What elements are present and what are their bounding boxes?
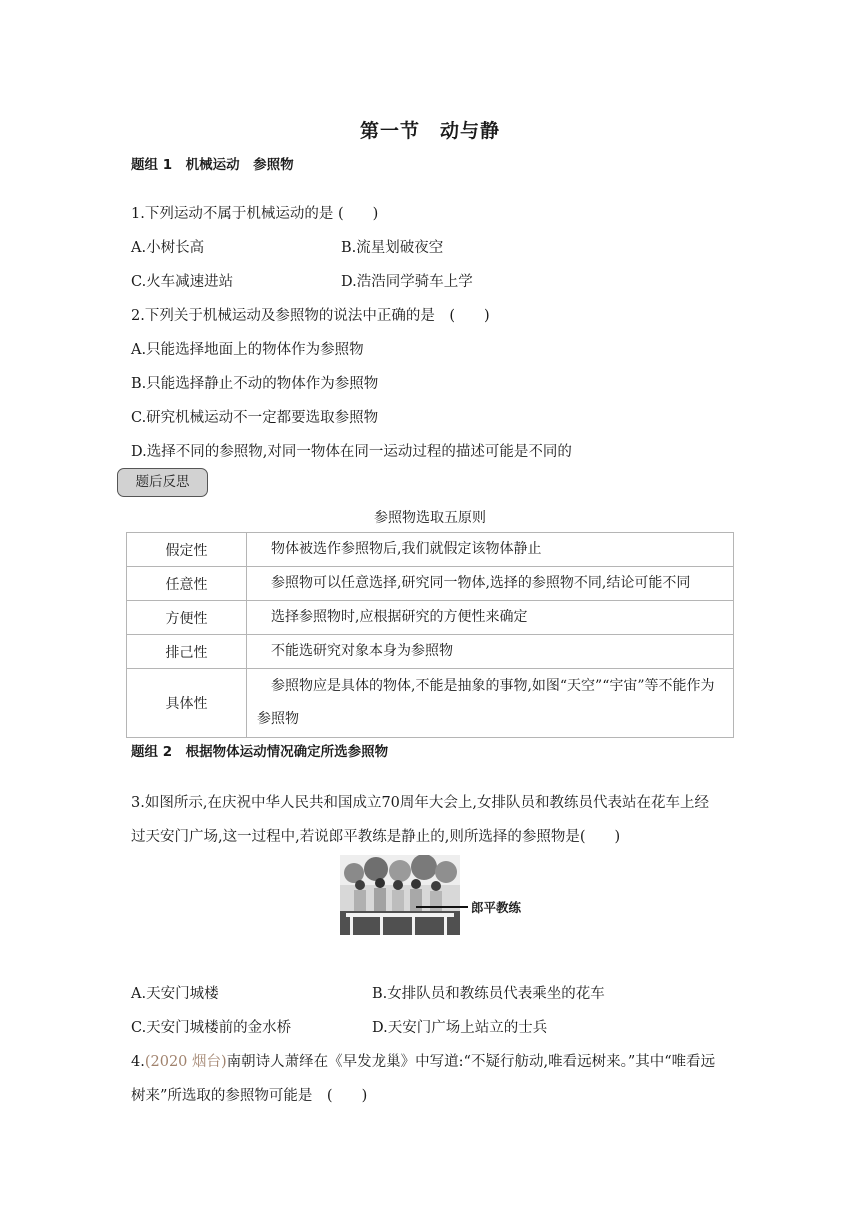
parade-float-photo	[340, 855, 460, 935]
table-row	[127, 567, 734, 601]
q3-option-c: C.天安门城楼前的金水桥	[131, 1020, 292, 1036]
table-caption: 参照物选取五原则	[374, 510, 486, 526]
q4-stem-line2: 树来”所选取的参照物可能是 ( )	[131, 1088, 368, 1104]
q2-stem: 2.下列关于机械运动及参照物的说法中正确的是 ( )	[131, 308, 490, 324]
table-cell-value: 物体被选作参照物后,我们就假定该物体静止	[247, 533, 734, 567]
table-cell-key: 任意性	[127, 567, 247, 601]
q3-stem-line2: 过天安门广场,这一过程中,若说郎平教练是静止的,则所选择的参照物是( )	[131, 829, 621, 845]
label-pointer-line	[416, 906, 468, 908]
q1-stem: 1.下列运动不属于机械运动的是 ( )	[131, 206, 379, 222]
q2-option-c: C.研究机械运动不一定都要选取参照物	[131, 410, 379, 426]
page-title: 第一节 动与静	[359, 120, 500, 142]
q2-option-a: A.只能选择地面上的物体作为参照物	[131, 342, 364, 358]
q3-option-b: B.女排队员和教练员代表乘坐的花车	[372, 986, 605, 1002]
group2-heading: 题组 2 根据物体运动情况确定所选参照物	[131, 744, 389, 760]
table-row	[127, 601, 734, 635]
table-cell-key: 假定性	[127, 533, 247, 567]
q3-option-d: D.天安门广场上站立的士兵	[372, 1020, 548, 1036]
q1-option-d: D.浩浩同学骑车上学	[341, 274, 473, 290]
table-cell-key: 具体性	[127, 669, 247, 738]
q1-option-c: C.火车减速进站	[131, 274, 234, 290]
q2-option-d: D.选择不同的参照物,对同一物体在同一运动过程的描述可能是不同的	[131, 444, 572, 460]
photo-label: 郎平教练	[471, 900, 522, 915]
table-cell-key: 排己性	[127, 635, 247, 669]
table-row	[127, 669, 734, 738]
reflection-label: 题后反思	[117, 468, 208, 497]
q4-stem-line1: 4.(2020 烟台)南朝诗人萧绎在《早发龙巢》中写道:“不疑行舫动,唯看远树来。”其中“唯看远	[131, 1054, 716, 1070]
table-cell-value: 参照物应是具体的物体,不能是抽象的事物,如图“天空”“宇宙”等不能作为参照物	[247, 669, 734, 738]
q4-source: (2020 烟台)	[144, 1054, 227, 1070]
table-cell-value: 不能选研究对象本身为参照物	[247, 635, 734, 669]
table-row	[127, 533, 734, 567]
group1-heading: 题组 1 机械运动 参照物	[131, 157, 294, 173]
table-cell-value: 参照物可以任意选择,研究同一物体,选择的参照物不同,结论可能不同	[247, 567, 734, 601]
table-row	[127, 635, 734, 669]
q1-option-b: B.流星划破夜空	[341, 240, 444, 256]
table-cell-key: 方便性	[127, 601, 247, 635]
q2-option-b: B.只能选择静止不动的物体作为参照物	[131, 376, 379, 392]
q4-stem-text: 南朝诗人萧绎在《早发龙巢》中写道:“不疑行舫动,唯看远树来。”其中“唯看远	[226, 1054, 716, 1070]
q3-option-a: A.天安门城楼	[131, 986, 219, 1002]
principles-table	[126, 532, 734, 738]
q3-stem-line1: 3.如图所示,在庆祝中华人民共和国成立70周年大会上,女排队员和教练员代表站在花车上经	[131, 795, 709, 811]
table-cell-value: 选择参照物时,应根据研究的方便性来确定	[247, 601, 734, 635]
q1-option-a: A.小树长高	[131, 240, 205, 256]
